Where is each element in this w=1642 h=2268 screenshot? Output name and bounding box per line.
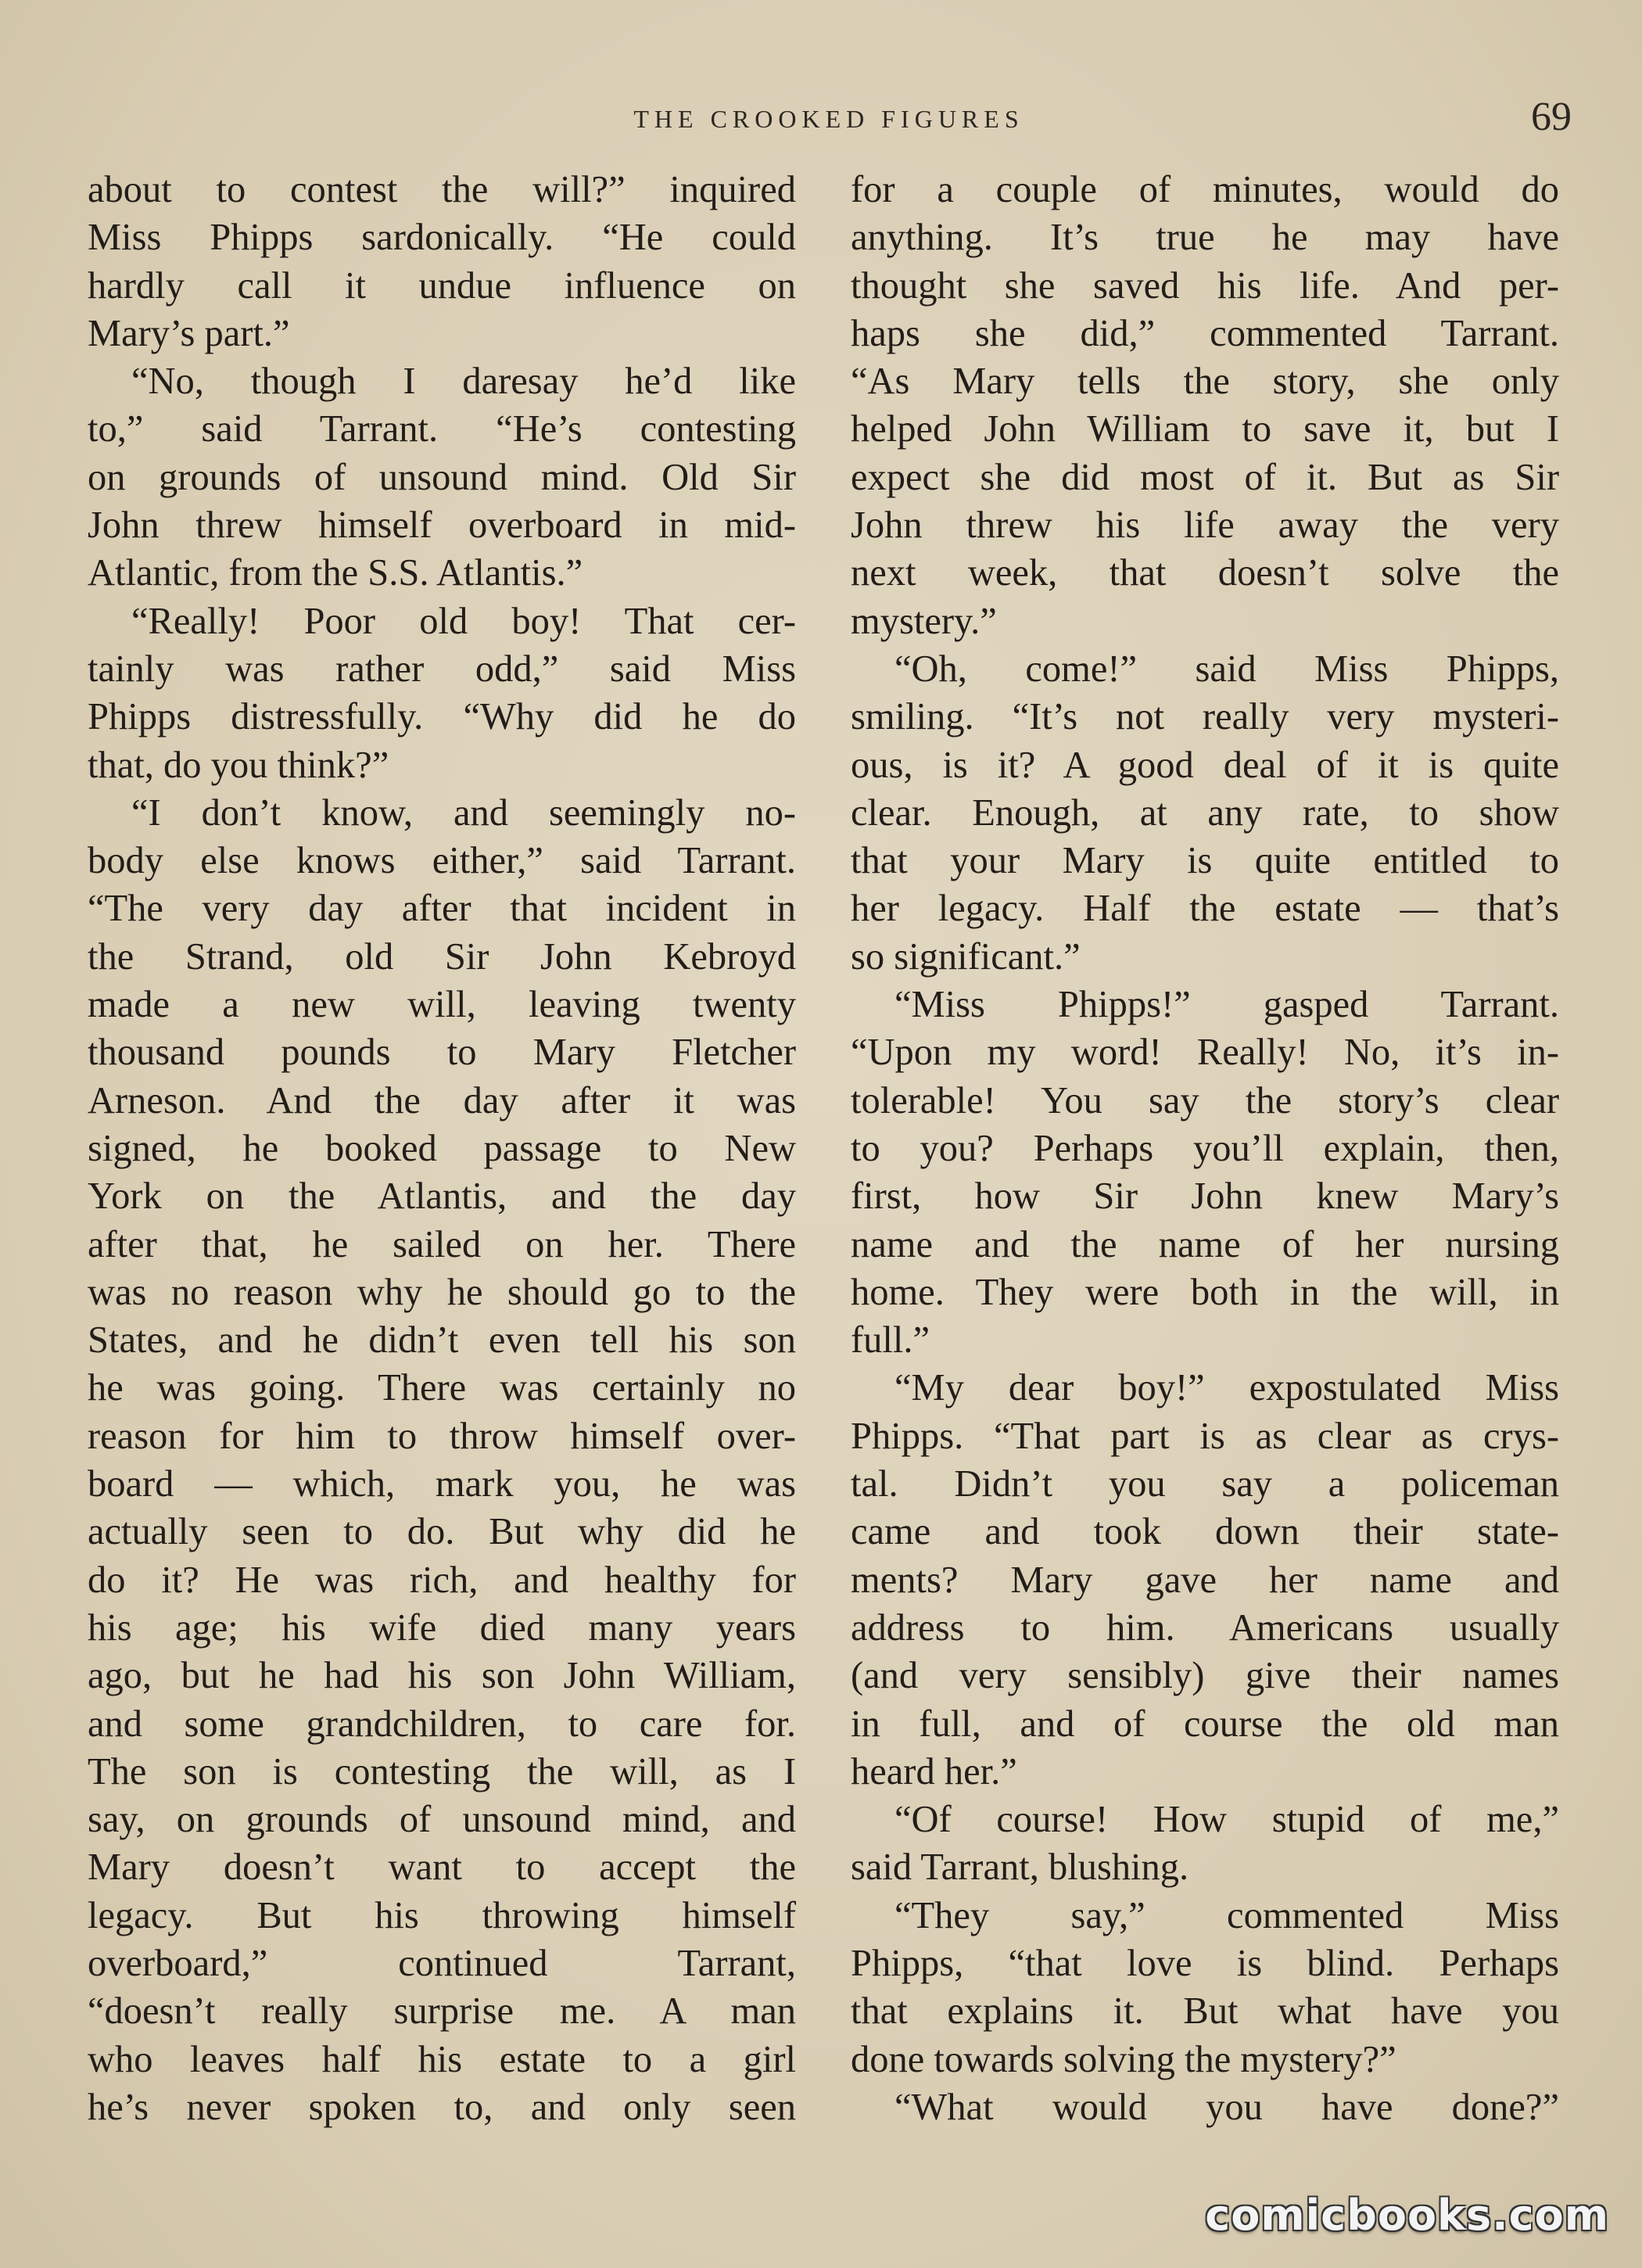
text-line: John threw his life away the very (851, 504, 1559, 547)
text-line: tainly was rather odd,” said Miss (88, 648, 796, 690)
text-line: name and the name of her nursing (851, 1223, 1559, 1265)
text-line: Phipps distressfully. “Why did he do (88, 696, 796, 738)
text-line: on grounds of unsound mind. Old Sir (88, 456, 796, 498)
text-line: (and very sensibly) give their names (851, 1655, 1559, 1697)
text-line: he’s never spoken to, and only seen (88, 2086, 796, 2128)
left-text-column (88, 166, 796, 2131)
text-line: thousand pounds to Mary Fletcher (88, 1032, 796, 1074)
text-line: “As Mary tells the story, she only (851, 361, 1559, 403)
text-line: thought she saved his life. And per- (851, 264, 1559, 307)
text-line: body else knows either,” said Tarrant. (88, 840, 796, 882)
text-line: Miss Phipps sardonically. “He could (88, 217, 796, 259)
text-line: address to him. Americans usually (851, 1606, 1559, 1649)
text-line: that, do you think?” (88, 744, 389, 786)
text-line: first, how Sir John knew Mary’s (851, 1175, 1559, 1218)
text-line: for a couple of minutes, would do (851, 169, 1559, 210)
text-line: hardly call it undue influence on (88, 264, 796, 307)
text-line: his age; his wife died many years (88, 1606, 796, 1649)
text-line: in full, and of course the old man (851, 1703, 1559, 1745)
text-line: York on the Atlantis, and the day (88, 1175, 796, 1218)
text-line: tolerable! You say the story’s clear (851, 1079, 1559, 1121)
text-line: actually seen to do. But why did he (88, 1511, 796, 1553)
text-line: States, and he didn’t even tell his son (88, 1319, 796, 1362)
running-head: THE CROOKED FIGURES (633, 105, 1024, 133)
text-line: “doesn’t really surprise me. A man (88, 1990, 796, 2033)
text-line: reason for him to throw himself over- (88, 1415, 796, 1457)
text-line: full.” (851, 1319, 930, 1362)
text-line: about to contest the will?” inquired (88, 169, 796, 210)
text-line: “Miss Phipps!” gasped Tarrant. (894, 984, 1559, 1026)
text-line: clear. Enough, at any rate, to show (851, 791, 1559, 834)
text-line: “Oh, come!” said Miss Phipps, (894, 648, 1559, 690)
text-line: “Of course! How stupid of me,” (894, 1799, 1559, 1841)
text-line: overboard,” continued Tarrant, (88, 1942, 796, 1984)
text-line: ago, but he had his son John William, (88, 1655, 796, 1697)
text-line: “They say,” commented Miss (894, 1894, 1559, 1936)
text-line: The son is contesting the will, as I (88, 1750, 796, 1793)
text-line: came and took down their state- (851, 1511, 1559, 1553)
text-line: home. They were both in the will, in (851, 1271, 1559, 1313)
text-line: “I don’t know, and seemingly no- (131, 791, 796, 834)
text-line: tal. Didn’t you say a policeman (851, 1463, 1559, 1505)
text-line: her legacy. Half the estate — that’s (851, 888, 1559, 930)
text-line: “Really! Poor old boy! That cer- (131, 600, 796, 642)
text-line: to you? Perhaps you’ll explain, then, (851, 1127, 1559, 1169)
text-line: “No, though I daresay he’d like (131, 361, 796, 403)
text-line: made a new will, leaving twenty (88, 984, 796, 1026)
right-text-column (851, 166, 1559, 2131)
text-line: he was going. There was certainly no (88, 1367, 796, 1409)
text-line: ments? Mary gave her name and (851, 1559, 1559, 1601)
text-line: “My dear boy!” expostulated Miss (894, 1367, 1559, 1409)
text-line: anything. It’s true he may have (851, 217, 1559, 259)
text-line: so significant.” (851, 935, 1081, 978)
text-line: Phipps. “That part is as clear as crys- (851, 1415, 1559, 1457)
text-line: heard her.” (851, 1750, 1017, 1793)
watermark-logo: comicbooks.com (1205, 2191, 1609, 2240)
text-line: signed, he booked passage to New (88, 1127, 796, 1169)
text-line: legacy. But his throwing himself (88, 1894, 796, 1936)
text-line: Mary doesn’t want to accept the (88, 1846, 796, 1889)
text-line: expect she did most of it. But as Sir (851, 456, 1559, 498)
text-line: who leaves half his estate to a girl (88, 2038, 796, 2080)
text-line: board — which, mark you, he was (88, 1463, 796, 1505)
text-line: Mary’s part.” (88, 312, 290, 354)
page-number: 69 (1531, 95, 1572, 139)
text-line: after that, he sailed on her. There (88, 1223, 796, 1265)
text-line: said Tarrant, blushing. (851, 1846, 1189, 1889)
text-line: Atlantic, from the S.S. Atlantis.” (88, 552, 583, 594)
text-line: ous, is it? A good deal of it is quite (851, 744, 1559, 786)
text-line: that explains it. But what have you (851, 1990, 1559, 2033)
text-line: do it? He was rich, and healthy for (88, 1559, 796, 1601)
text-line: that your Mary is quite entitled to (851, 840, 1559, 882)
text-line: “What would you have done?” (894, 2086, 1559, 2128)
text-line: helped John William to save it, but I (851, 408, 1559, 450)
text-line: smiling. “It’s not really very mysteri- (851, 696, 1559, 738)
text-line: “The very day after that incident in (88, 888, 796, 930)
text-line: and some grandchildren, to care for. (88, 1703, 796, 1745)
text-line: haps she did,” commented Tarrant. (851, 312, 1559, 354)
page-header (86, 95, 1572, 155)
text-line: mystery.” (851, 600, 997, 642)
text-line: next week, that doesn’t solve the (851, 552, 1559, 594)
text-line: say, on grounds of unsound mind, and (88, 1799, 796, 1841)
text-line: the Strand, old Sir John Kebroyd (88, 935, 796, 978)
text-line: to,” said Tarrant. “He’s contesting (88, 408, 796, 450)
text-line: John threw himself overboard in mid- (88, 504, 796, 547)
text-line: Phipps, “that love is blind. Perhaps (851, 1942, 1559, 1984)
text-line: done towards solving the mystery?” (851, 2038, 1396, 2080)
text-line: Arneson. And the day after it was (88, 1079, 796, 1121)
text-line: “Upon my word! Really! No, it’s in- (851, 1032, 1559, 1074)
text-line: was no reason why he should go to the (88, 1271, 796, 1313)
